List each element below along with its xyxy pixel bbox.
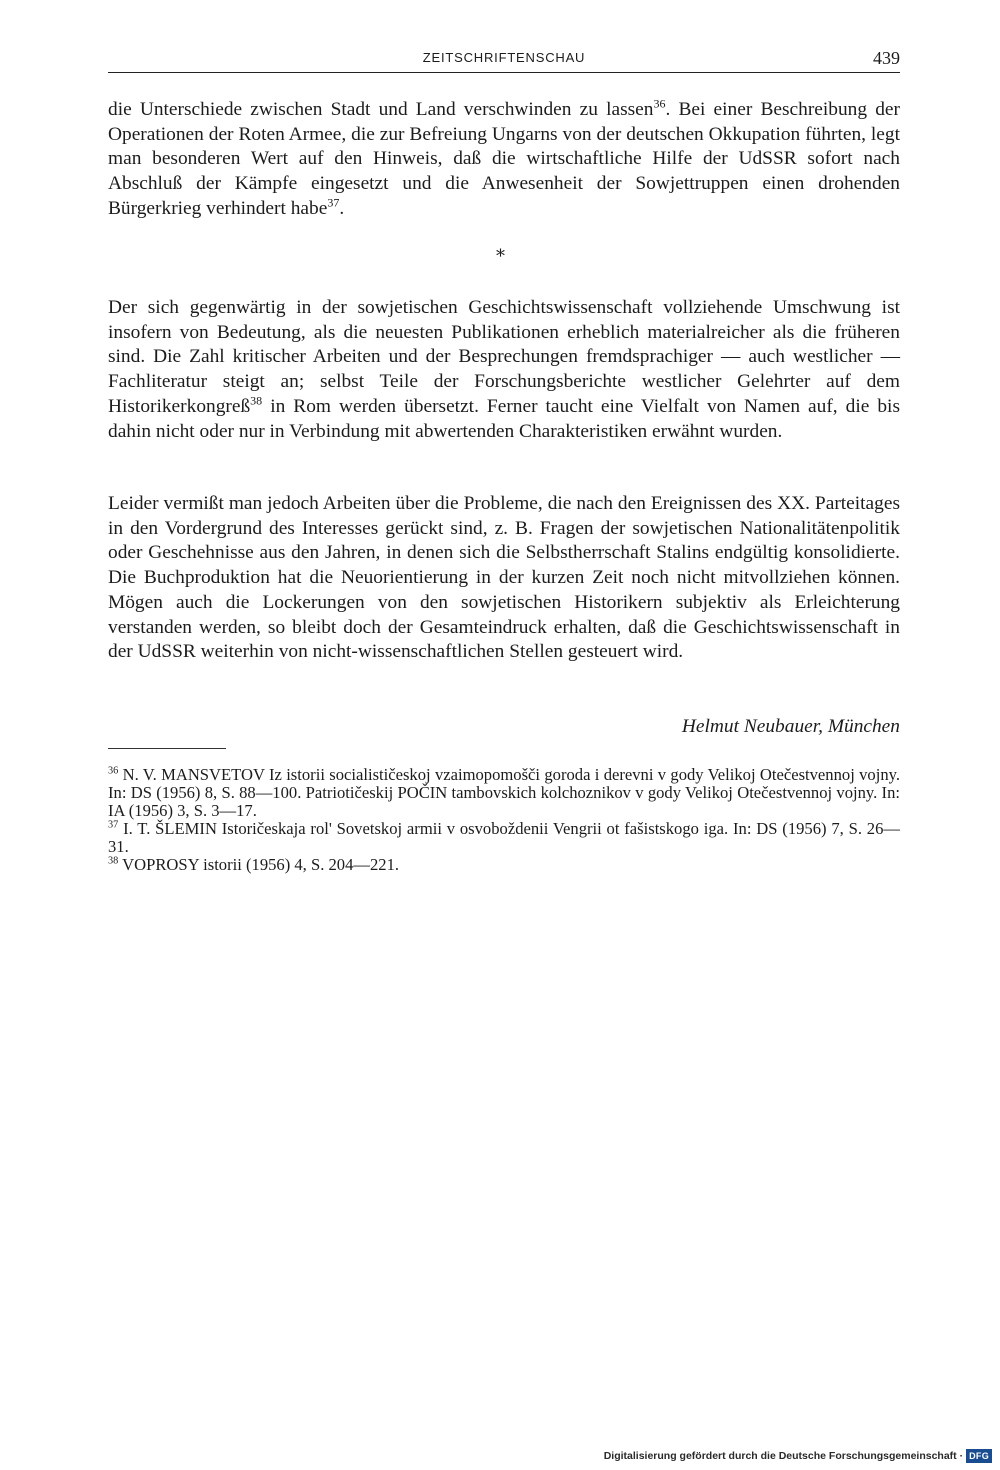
footnote-38 <box>108 856 900 874</box>
header-rule <box>108 72 900 73</box>
paragraph-continuation <box>108 98 900 222</box>
funding-notice <box>604 1448 992 1464</box>
footnote-ref-38: 38 <box>250 393 263 408</box>
author-signature: Helmut Neubauer, München <box>681 716 900 737</box>
funding-text: Digitalisierung gefördert durch die Deutsche Forschungsgemeinschaft · <box>603 1450 964 1462</box>
paragraph-text: in Rom werden übersetzt. Ferner taucht eine Vielfalt von Namen auf, die bis dahin nicht oder nur in Verbindung mit abwertenden Charakteristiken erwähnt wurden. <box>108 395 900 442</box>
footnote-text: I. T. ŠLEMIN Istoričeskaja rol' Sovetskoj armii v osvoboždenii Vengrii ot fašistskogo iga. In: DS (1956) 7, S. 26—31. <box>108 818 900 856</box>
running-header <box>108 48 900 70</box>
footnote-ref-36: 36 <box>653 96 666 111</box>
footnote-number: 36 <box>108 765 119 777</box>
footnote-ref-37: 37 <box>327 195 340 210</box>
footnote-number: 38 <box>108 855 119 866</box>
footnote-text: VOPROSY istorii (1956) 4, S. 204—221. <box>118 854 400 874</box>
footnote-37 <box>108 820 900 856</box>
paragraph-text: die Unterschiede zwischen Stadt und Land verschwinden zu lassen <box>108 99 654 120</box>
running-title: ZEITSCHRIFTENSCHAU <box>422 50 586 65</box>
paragraph-text: . <box>339 197 345 219</box>
section-separator: * <box>496 246 505 267</box>
paragraph-text: Leider vermißt man jedoch Arbeiten über die Probleme, die nach den Ereignissen des XX. Parteitages in den Vordergrund des Interesses gerückt sind, z. B. Fragen der sowjetischen Nationalitätenpolitik oder Geschehnisse aus den Jahren, in denen sich die Selbstherrschaft Stalins endgültig konsolidierte. Die Buchproduktion hat die Neuorientierung in der kurzen Zeit noch nicht mitvollziehen können. Mögen auch die Lockerungen von den sowjetischen Historikern subjektiv als Erleichterung verstanden werden, so bleibt doch der Gesamteindruck erhalten, daß die Geschichtswissenschaft in der UdSSR weiterhin von nicht-wissenschaftlichen Stellen gesteuert wird. <box>108 493 900 663</box>
paragraph-text: Der sich gegenwärtig in der sowjetischen Geschichtswissenschaft vollziehende Umschwung ist insofern von Bedeutung, als die neuesten Publikationen erheblich materialreicher als die früheren sind. Die Zahl kritischer Arbeiten und der Besprechungen fremdsprachiger — auch westlicher — Fachliteratur steigt an; selbst Teile der Forschungsberichte westlicher Gelehrter auf dem Historikerkongreß <box>108 297 900 417</box>
footnotes <box>108 766 900 873</box>
footnote-rule <box>108 748 226 749</box>
footnote-number: 37 <box>108 819 119 831</box>
footnote-36 <box>108 766 900 820</box>
paragraph <box>108 492 900 665</box>
page-number: 439 <box>873 48 900 68</box>
paragraph <box>108 296 900 444</box>
paragraph-text: . Bei einer Beschreibung der Operationen der Roten Armee, die zur Befreiung Ungarns von der deutschen Okkupation führten, legt man besonderen Wert auf den Hinweis, daß die wirtschaftliche Hilfe der UdSSR sofort nach Abschluß der Kämpfe eingesetzt und die Anwesenheit der Sowjettruppen einen drohenden Bürgerkrieg verhindert habe <box>108 99 900 219</box>
footnote-text: N. V. MANSVETOV Iz istorii socialističeskoj vzaimopomošči goroda i derevni v gody Velikoj Otečestvennoj vojny. In: DS (1956) 8, S. 88—100. Patriotičeskij POČIN tambovskich kolchoznikov v gody Velikoj Otečestvennoj vojny. In: IA (1956) 3, S. 3—17. <box>108 765 900 820</box>
dfg-logo-icon: DFG <box>966 1449 992 1463</box>
